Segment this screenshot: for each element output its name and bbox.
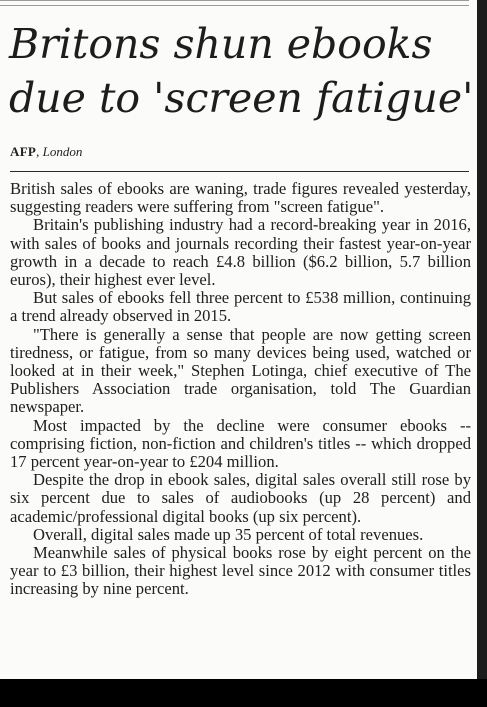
article-paragraph: But sales of ebooks fell three percent to £538 million, continuing a trend already observed in 2015. xyxy=(10,288,471,326)
byline-agency: AFP xyxy=(10,144,37,159)
article-body xyxy=(10,180,471,599)
byline-divider xyxy=(10,171,469,172)
article-paragraph: Meanwhile sales of physical books rose by eight percent on the year to £3 billion, their highest level since 2012 with consumer titles increasing by nine percent. xyxy=(10,543,471,599)
byline-place: London xyxy=(42,144,83,159)
headline: Britons shun ebooks due to 'screen fatigue' xyxy=(9,20,474,122)
article-paragraph: Britain's publishing industry had a record-breaking year in 2016, with sales of books and journals recording their fastest year-on-year growth in a decade to reach £4.8 billion ($6.2 billion, 5.7 billion euros), their highest ever level. xyxy=(10,215,471,290)
article-paragraph: "There is generally a sense that people are now getting screen tiredness, or fatigue, from so many devices being used, watched or looked at in their week," Stephen Lotinga, chief executive of The Publishers Association trade organisation, told The Guardian newspaper. xyxy=(10,324,471,417)
article-paragraph: British sales of ebooks are waning, trade figures revealed yesterday, suggesting readers were suffering from "screen fatigue". xyxy=(10,179,471,217)
byline-separator: , xyxy=(36,144,40,159)
scan-edge-right xyxy=(477,0,487,679)
byline xyxy=(10,144,82,160)
top-rule xyxy=(0,0,469,6)
article-paragraph: Despite the drop in ebook sales, digital sales overall still rose by six percent due to sales of audiobooks (up 28 percent) and academic/professional digital books (up six percent). xyxy=(10,470,471,526)
scan-edge-bottom xyxy=(0,679,487,707)
article-paragraph: Overall, digital sales made up 35 percent of total revenues. xyxy=(33,524,424,544)
article-paragraph: Most impacted by the decline were consumer ebooks -- comprising fiction, non-fiction and children's titles -- which dropped 17 percent year-on-year to £204 million. xyxy=(10,415,471,472)
